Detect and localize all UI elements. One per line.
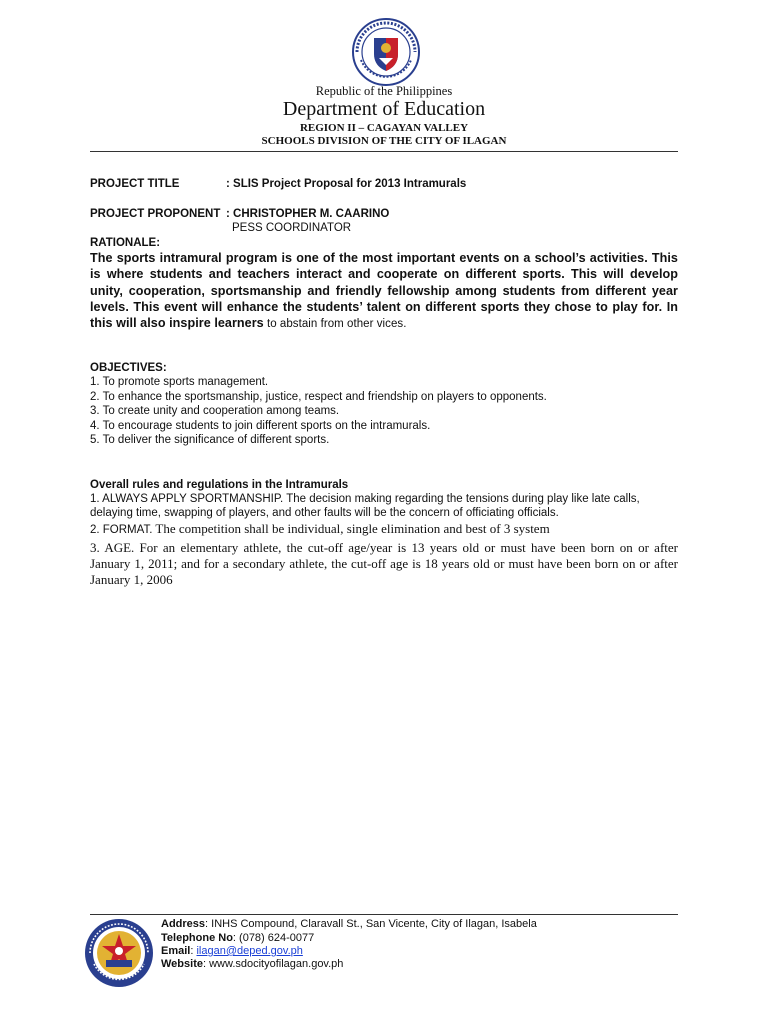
email-link[interactable]: ilagan@deped.gov.ph xyxy=(196,945,303,957)
rules-heading: Overall rules and regulations in the Intramurals xyxy=(90,479,349,491)
project-proponent-label: PROJECT PROPONENT xyxy=(90,208,221,220)
objective-item: 2. To enhance the sportsmanship, justice, respect and friendship on players to opponents. xyxy=(90,390,547,403)
rationale-body-normal: to abstain from other vices. xyxy=(263,318,407,331)
rule-2-prefix: 2. FORMAT. xyxy=(90,524,153,537)
rules-body xyxy=(90,492,678,587)
division-line: SCHOOLS DIVISION OF THE CITY OF ILAGAN xyxy=(261,135,507,147)
rationale-heading: RATIONALE: xyxy=(90,237,161,249)
project-title-label: PROJECT TITLE xyxy=(90,178,180,190)
objectives-list xyxy=(90,375,678,448)
telephone-label: Telephone No xyxy=(161,932,233,944)
rule-2-text: The competition shall be individual, single elimination and best of 3 system xyxy=(152,521,550,537)
rationale-body xyxy=(90,250,678,332)
email-separator: : xyxy=(190,945,197,957)
footer-website xyxy=(161,958,343,972)
address-label: Address xyxy=(161,918,206,930)
email-label: Email xyxy=(161,945,191,957)
website-value: : www.sdocityofilagan.gov.ph xyxy=(202,958,344,970)
objective-item: 1. To promote sports management. xyxy=(90,376,269,388)
footer-divider xyxy=(90,914,678,915)
footer-email xyxy=(161,945,303,959)
telephone-value: : (078) 624-0077 xyxy=(232,932,315,944)
objective-item: 5. To deliver the significance of different sports. xyxy=(90,434,330,447)
proponent-role: PESS COORDINATOR xyxy=(232,222,352,234)
region-line: REGION II – CAGAYAN VALLEY xyxy=(299,122,469,134)
department-title: Department of Education xyxy=(282,98,486,120)
division-seal-logo xyxy=(84,918,154,988)
rule-2 xyxy=(90,521,678,538)
objective-item: 4. To encourage students to join different sports on the intramurals. xyxy=(90,419,431,432)
website-label: Website xyxy=(161,958,203,970)
footer-telephone xyxy=(161,932,314,946)
address-value: : INHS Compound, Claravall St., San Vicente, City of Ilagan, Isabela xyxy=(205,918,537,930)
objective-item: 3. To create unity and cooperation among teams. xyxy=(90,405,340,418)
rule-1: 1. ALWAYS APPLY SPORTMANSHIP. The decision making regarding the tensions during play like late calls, delaying time, swapping of players, and other faults will be the concern of officiating officials. xyxy=(90,493,640,520)
rule-3: 3. AGE. For an elementary athlete, the cut-off age/year is 13 years old or must have been born on or after January 1, 2011; and for a secondary athlete, the cut-off age is 18 years old or must have been born on or after January 1, 2006 xyxy=(90,539,678,587)
republic-line: Republic of the Philippines xyxy=(315,84,453,98)
footer-address xyxy=(161,918,537,932)
rationale-body-bold: The sports intramural program is one of the most important events on a school’s activities. This is where students and teachers interact and cooperate on different sports. This will develop unity, cooperation, sportsmanship and friendly fellowship among students from different year levels. This event will enhance the students’ talent on different sports they chose to play for. In this will also inspire learners xyxy=(90,251,678,331)
project-proponent-value: : CHRISTOPHER M. CAARINO xyxy=(226,208,390,220)
project-title-value: : SLIS Project Proposal for 2013 Intramurals xyxy=(226,178,467,190)
header-divider xyxy=(90,151,678,152)
deped-seal-logo xyxy=(352,18,420,86)
objectives-heading: OBJECTIVES: xyxy=(90,362,167,374)
